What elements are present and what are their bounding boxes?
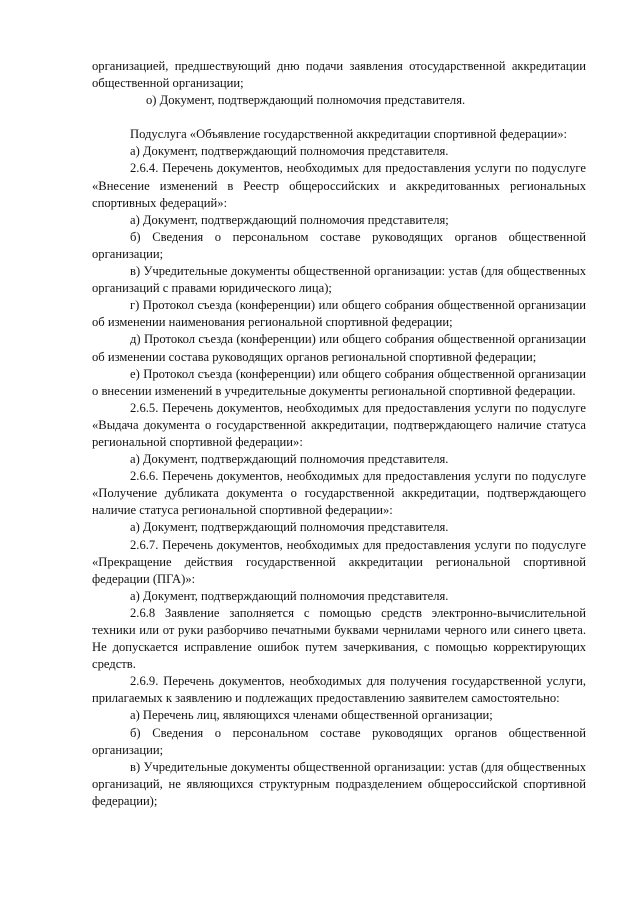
paragraph-item-e: е) Протокол съезда (конференции) или общего собрания общественной организации о внесении изменений в учредительные документы региональной спортивной федерации. [92, 366, 586, 398]
paragraph-item-a: а) Документ, подтверждающий полномочия представителя; [130, 212, 449, 227]
blank-line [92, 109, 586, 126]
paragraph-2-6-4: 2.6.4. Перечень документов, необходимых для предоставления услуги по подуслуге «Внесение изменений в Реестр общероссийских и аккредитованных региональных спортивных федераций»: [92, 161, 586, 210]
paragraph-item-b: б) Сведения о персональном составе руководящих органов общественной организации; [92, 725, 586, 757]
paragraph-item-b: б) Сведения о персональном составе руководящих органов общественной организации; [92, 229, 586, 261]
paragraph-item-v: в) Учредительные документы общественной организации: устав (для общественных организаций с правами юридического лица); [92, 264, 586, 296]
paragraph-item-a: а) Документ, подтверждающий полномочия представителя. [130, 144, 449, 159]
paragraph-item-g: г) Протокол съезда (конференции) или общего собрания общественной организации об изменении наименования региональной спортивной федерации; [92, 298, 586, 330]
paragraph-item-d: д) Протокол съезда (конференции) или общего собрания общественной организации об изменении состава руководящих органов региональной спортивной федерации; [92, 332, 586, 364]
paragraph-item-a: а) Перечень лиц, являющихся членами общественной организации; [130, 708, 493, 723]
paragraph-item-o: о) Документ, подтверждающий полномочия представителя. [146, 93, 466, 108]
paragraph-2-6-7: 2.6.7. Перечень документов, необходимых для предоставления услуги по подуслуге «Прекращение действия государственной аккредитации региональной спортивной федерации (ПГА)»: [92, 537, 586, 586]
paragraph-item-v: в) Учредительные документы общественной организации: устав (для общественных организаций, не являющихся структурным подразделением общероссийской спортивной федерации); [92, 759, 586, 808]
paragraph-item-a: а) Документ, подтверждающий полномочия представителя. [130, 588, 449, 603]
document-body [92, 58, 586, 810]
paragraph-subservice-announcement: Подуслуга «Объявление государственной аккредитации спортивной федерации»: [130, 127, 568, 142]
paragraph-item-a: а) Документ, подтверждающий полномочия представителя. [130, 520, 449, 535]
paragraph-2-6-5: 2.6.5. Перечень документов, необходимых для предоставления услуги по подуслуге «Выдача документа о государственной аккредитации, подтверждающего наличие статуса региональной спортивной федерации»: [92, 400, 586, 449]
paragraph-item-a: а) Документ, подтверждающий полномочия представителя. [130, 452, 449, 467]
paragraph-2-6-6: 2.6.6. Перечень документов, необходимых для предоставления услуги по подуслуге «Получение дубликата документа о государственной аккредитации, подтверждающего наличие статуса региональной спортивной федерации»: [92, 469, 586, 518]
paragraph-continuation: организацией, предшествующий дню подачи заявления отосударственной аккредитации общественной организации; [92, 59, 586, 91]
paragraph-2-6-8: 2.6.8 Заявление заполняется с помощью средств электронно-вычислительной техники или от руки разборчиво печатными буквами чернилами черного или синего цвета. Не допускается исправление ошибок путем зачеркивания, с помощью корректирующих средств. [92, 605, 586, 672]
paragraph-2-6-9: 2.6.9. Перечень документов, необходимых для получения государственной услуги, прилагаемых к заявлению и подлежащих предоставлению заявителем самостоятельно: [92, 674, 586, 706]
